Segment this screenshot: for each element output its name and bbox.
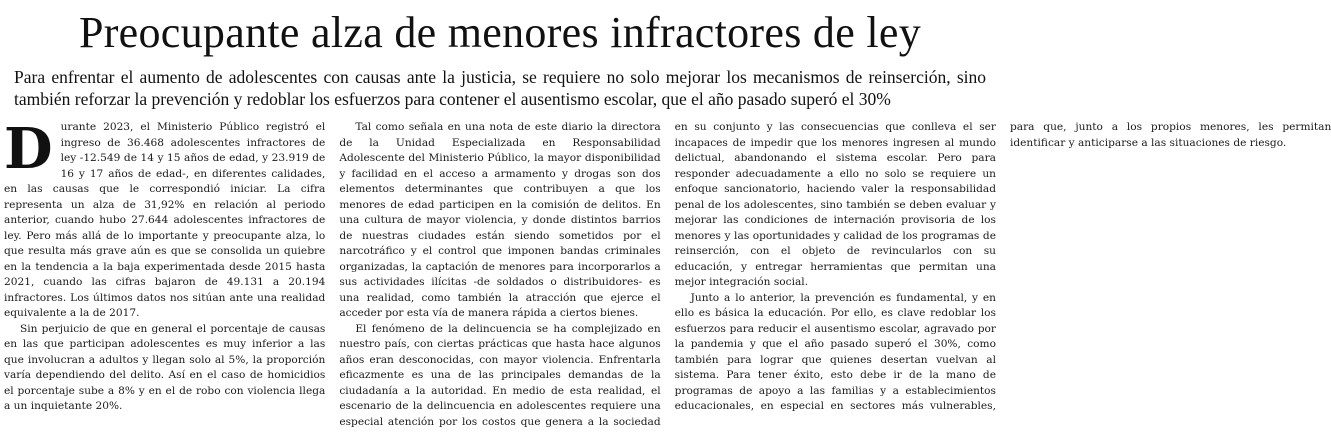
paragraph-3: Tal como señala en una nota de este diario la directora de la Unidad Especializada en Responsabilidad Adolescente del Ministerio Público, la mayor disponibilidad y facilidad en el acceso a armamento y drogas son dos elementos determinantes que contribuyen a que los menores de edad participen en la comisión de delitos. En una cultura de mayor violencia, y donde distintos barrios de nuestras ciudades están siendo sometidos por el narcotráfico y el control que imponen bandas criminales organizadas, la captación de menores para incorporarlos a sus actividades ilícitas -de soldados o distribuidores- es una realidad, como también la atracción que ejerce el acceder por esta vía de manera rápida a ciertos bienes. xyxy=(339,121,661,319)
headline: Preocupante alza de menores infractores de ley xyxy=(78,8,922,57)
paragraph-1 xyxy=(4,116,326,322)
deck-subtitle: Para enfrentar el aumento de adolescentes con causas ante la justicia, se requiere no solo mejorar los mecanismos de reinserción, sino también reforzar la prevención y redoblar los esfuerzos para contener el ausentismo escolar, que el año pasado superó el 30% xyxy=(14,67,986,109)
paragraph-2: Sin perjuicio de que en general el porcentaje de causas en las que participan adolescentes es muy inferior a las que involucran a adultos y llegan solo al 5%, la proporción varía dependiendo del delito. Así en el caso de homicidios el porcentaje sube a 8% y en el de robo con violencia llega a un inquietante 20%. xyxy=(4,322,326,412)
paragraph-4: El fenómeno de la delincuencia se ha complejizado en nuestro país, con ciertas prácticas que hasta hace algunos años eran desconocidas, con mayor violencia. Enfrentarla eficazmente es una de las principales demandas de la ciudadanía a la autoridad. En medio de esta realidad, el escenario de la delincuencia en adolescentes requiere una especial atención por los costos que genera a la sociedad en su conjunto y las consecuencias que conlleva el ser incapaces de impedir que los menores ingresen al mundo delictual, abandonando el sistema escolar. Pero para responder adecuadamente a ello no solo se requiere un enfoque sancionatorio, haciendo valer la responsabilidad penal de los adolescentes, sino también se deben evaluar y mejorar las condiciones de internación provisoria de los menores y las oportunidades y calidad de los programas de reinserción, con el objeto de revincularlos con su educación, y entregar herramientas que permitan una mejor integración social. xyxy=(339,121,996,428)
paragraph-5: Junto a lo anterior, la prevención es fundamental, y en ello es básica la educación. Por ello, es clave redoblar los esfuerzos para reducir el ausentismo escolar, agravado por la pandemia y que el año pasado superó el 30%, como también para lograr que quienes desertan vuelvan al sistema. Para tener éxito, esto debe ir de la mano de programas de apoyo a las familias y a establecimientos educacionales, en especial en sectores más vulnerables, para que, junto a los propios menores, les permitan identificar y anticiparse a las situaciones de riesgo. xyxy=(674,121,1331,412)
paragraph-1-text: urante 2023, el Ministerio Público registró el ingreso de 36.468 adolescentes infractores de ley -12.549 de 14 y 15 años de edad, y 23.919 de 16 y 17 años de edad-, en diferentes calidades, en las causas que le correspondió iniciar. La cifra representa un alza de 31,92% en relación al periodo anterior, cuando hubo 27.644 adolescentes infractores de ley. Pero más allá de lo importante y preocupante alza, lo que resulta más grave aún es que se consolida un quiebre en la tendencia a la baja experimentada desde 2015 hasta 2021, cuando las cifras bajaron de 49.131 a 20.194 infractores. Los últimos datos nos sitúan ante una realidad equivalente a la de 2017. xyxy=(4,121,326,319)
article-body xyxy=(4,116,1331,436)
drop-cap: D xyxy=(4,116,53,182)
